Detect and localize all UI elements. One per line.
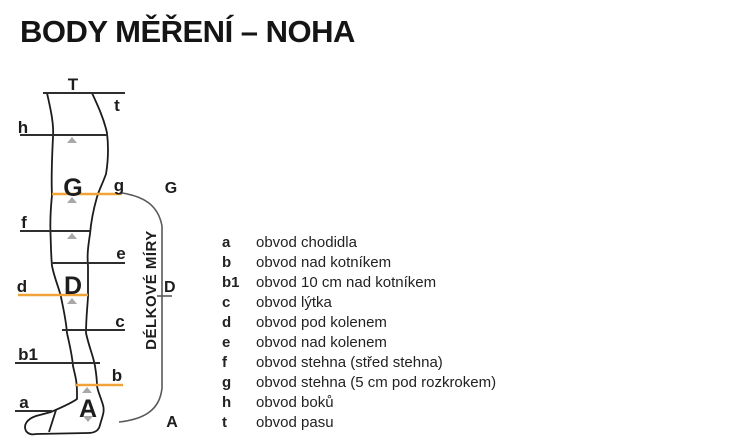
legend-row-h [222,392,496,412]
legend-row-b1 [222,272,496,292]
diagram-label-A: A [78,395,98,423]
bracket-label-A: A [166,414,178,431]
diagram-label-D: D [63,272,83,300]
marker-triangle-f [67,233,77,239]
legend-row-a [222,232,496,252]
legend-description: obvod 10 cm nad kotníkem [256,273,437,291]
legend-letter: b1 [222,273,240,291]
legend-description: obvod nad kotníkem [256,253,392,271]
legend-letter: h [222,393,232,411]
diagram-label-G: G [63,174,83,202]
bracket-label-D: D [164,279,176,296]
legend-letter: t [222,413,227,431]
legend-row-b [222,252,496,272]
legend-description: obvod pod kolenem [256,313,387,331]
legend-letter: c [222,293,231,311]
leg-measurement-diagram [0,0,210,441]
diagram-label-g: g [113,176,125,195]
legend-letter: b [222,253,232,271]
diagram-label-T: T [67,75,79,94]
legend-row-c [222,292,496,312]
legend-letter: f [222,353,227,371]
diagram-label-a: a [19,393,29,412]
diagram-label-t: t [114,96,120,115]
legend-row-g [222,372,496,392]
leg-outline-back [86,93,108,386]
legend-description: obvod nad kolenem [256,333,387,351]
legend-description: obvod pasu [256,413,334,431]
legend-letter: d [222,313,232,331]
bracket-label-G: G [164,180,178,197]
diagram-label-b: b [111,366,123,385]
legend-description: obvod chodidla [256,233,357,251]
marker-triangle-h [67,137,77,143]
length-measures-label: DÉLKOVÉ MÍRY [143,230,160,350]
diagram-label-b1: b1 [18,345,38,364]
page-title: BODY MĚŘENÍ – NOHA [20,14,355,49]
diagram-label-h: h [17,118,29,137]
legend-row-f [222,352,496,372]
diagram-label-f: f [21,213,27,232]
diagram-label-c: c [115,312,125,331]
marker-triangle-b [82,387,92,393]
legend-letter: g [222,373,232,391]
legend-description: obvod stehna (5 cm pod rozkrokem) [256,373,497,391]
legend-letter: a [222,233,231,251]
legend-letter: e [222,333,231,351]
legend [222,232,496,432]
diagram-label-e: e [116,244,126,263]
legend-description: obvod boků [256,393,334,411]
diagram-label-d: d [16,277,28,296]
legend-row-t [222,412,496,432]
toe-cap-line [49,410,56,432]
legend-description: obvod stehna (střed stehna) [256,353,443,371]
legend-row-d [222,312,496,332]
legend-row-e [222,332,496,352]
legend-description: obvod lýtka [256,293,332,311]
